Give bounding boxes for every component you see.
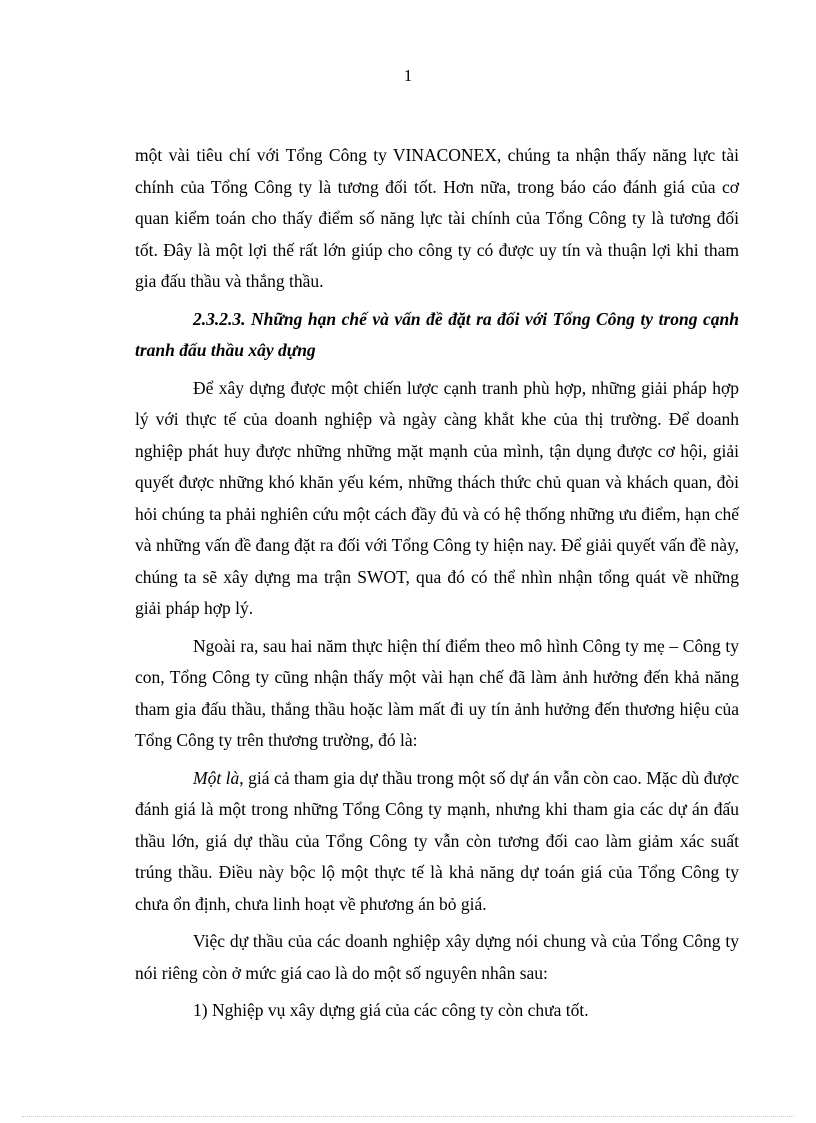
paragraph-limitations-intro: Ngoài ra, sau hai năm thực hiện thí điểm theo mô hình Công ty mẹ – Công ty con, Tổng Công ty cũng nhận thấy một vài hạn chế đã làm ảnh hưởng đến khả năng tham gia đấu thầu, thắng thầu hoặc làm mất đi uy tín ảnh hưởng đến thương hiệu của Tổng Công ty trên thương trường, đó là:: [135, 635, 739, 750]
page-number: 1: [403, 66, 413, 85]
paragraph-strategy: Để xây dựng được một chiến lược cạnh tranh phù hợp, những giải pháp hợp lý với thực tế của doanh nghiệp và ngày càng khắt khe của thị trường. Để doanh nghiệp phát huy được những những mặt mạnh của mình, tận dụng được cơ hội, giải quyết được những khó khăn yếu kém, những thách thức chủ quan và khách quan, đòi hỏi chúng ta phải nghiên cứu một cách đầy đủ và có hệ thống những ưu điểm, hạn chế và những vấn đề đang đặt ra đối với Tổng Công ty hiện nay. Để giải quyết vấn đề này, chúng ta sẽ xây dựng ma trận SWOT, qua đó có thể nhìn nhận tổng quát về những giải pháp hợp lý.: [135, 377, 739, 618]
document-body: [135, 140, 739, 1033]
paragraph-first-limitation: [135, 763, 739, 921]
first-limitation-lead: Một là: [193, 767, 240, 788]
page-bottom-divider: [22, 1116, 794, 1117]
paragraph-bid-price-causes: Việc dự thầu của các doanh nghiệp xây dựng nói chung và của Tổng Công ty nói riêng còn ở mức giá cao là do một số nguyên nhân sau:: [135, 931, 739, 983]
section-heading: 2.3.2.3. Những hạn chế và vấn đề đặt ra đối với Tổng Công ty trong cạnh tranh đấu thầu xây dựng: [135, 308, 739, 360]
paragraph-financial-capacity: một vài tiêu chí với Tổng Công ty VINACONEX, chúng ta nhận thấy năng lực tài chính của Tổng Công ty là tương đối tốt. Hơn nữa, trong báo cáo đánh giá của cơ quan kiểm toán cho thấy điểm số năng lực tài chính của Tổng Công ty là tương đối tốt. Đây là một lợi thế rất lớn giúp cho công ty có được uy tín và thuận lợi khi tham gia đấu thầu và thắng thầu.: [135, 145, 739, 291]
first-limitation-text: , giá cả tham gia dự thầu trong một số dự án vẫn còn cao. Mặc dù được đánh giá là một trong những Tổng Công ty mạnh, nhưng khi tham gia các dự án đấu thầu lớn, giá dự thầu của Tổng Công ty vẫn còn tương đối cao làm giảm xác suất trúng thầu. Điều này bộc lộ một thực tế là khả năng dự toán giá của Tổng Công ty chưa ổn định, chưa linh hoạt về phương án bỏ giá.: [135, 767, 740, 914]
list-item-cause-1: 1) Nghiệp vụ xây dựng giá của các công ty còn chưa tốt.: [193, 1000, 589, 1020]
